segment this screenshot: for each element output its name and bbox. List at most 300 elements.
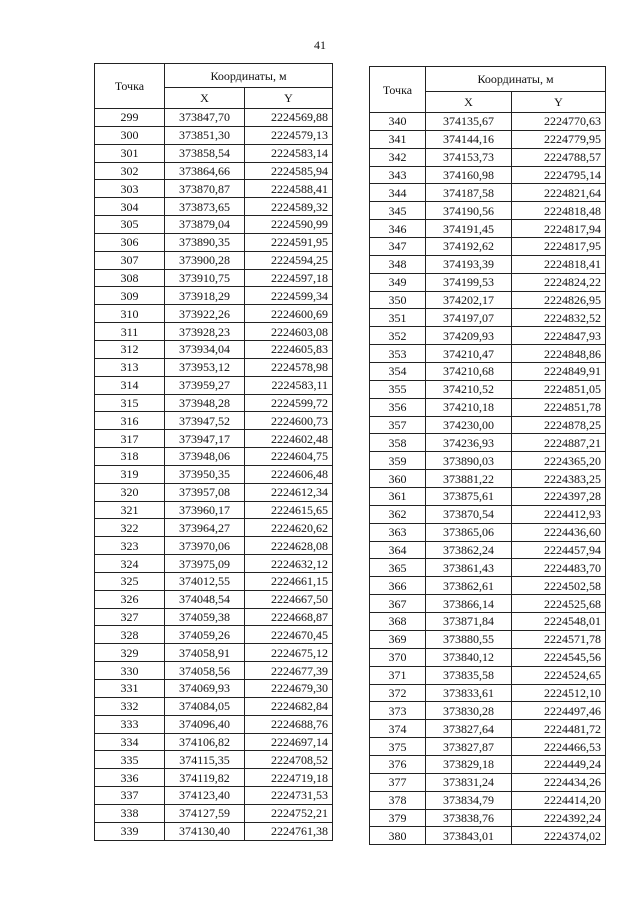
point-cell: 333	[95, 715, 165, 733]
x-cell: 373947,52	[165, 412, 245, 430]
x-cell: 373880,55	[426, 630, 512, 648]
y-cell: 2224605,83	[245, 340, 333, 358]
x-cell: 374192,62	[426, 238, 512, 256]
header-coordinates: Координаты, м	[426, 67, 606, 92]
point-cell: 368	[370, 613, 426, 631]
table-row	[370, 130, 606, 148]
point-cell: 374	[370, 720, 426, 738]
point-cell: 380	[370, 827, 426, 845]
point-cell: 336	[95, 769, 165, 787]
x-cell: 373866,14	[426, 595, 512, 613]
table-row	[95, 501, 333, 519]
point-cell: 337	[95, 787, 165, 805]
y-cell: 2224818,48	[512, 202, 606, 220]
y-cell: 2224599,34	[245, 287, 333, 305]
y-cell: 2224597,18	[245, 269, 333, 287]
table-row	[95, 340, 333, 358]
point-cell: 314	[95, 376, 165, 394]
y-cell: 2224589,32	[245, 198, 333, 216]
point-cell: 322	[95, 519, 165, 537]
point-cell: 346	[370, 220, 426, 238]
header-x: X	[165, 88, 245, 109]
point-cell: 342	[370, 148, 426, 166]
y-cell: 2224752,21	[245, 804, 333, 822]
point-cell: 364	[370, 541, 426, 559]
x-cell: 374199,53	[426, 273, 512, 291]
header-x: X	[426, 92, 512, 113]
table-row	[95, 715, 333, 733]
y-cell: 2224483,70	[512, 559, 606, 577]
table-row	[370, 648, 606, 666]
table-row	[370, 184, 606, 202]
point-cell: 345	[370, 202, 426, 220]
point-cell: 329	[95, 644, 165, 662]
table-row	[370, 541, 606, 559]
x-cell: 374069,93	[165, 680, 245, 698]
y-cell: 2224851,78	[512, 398, 606, 416]
x-cell: 374096,40	[165, 715, 245, 733]
table-row	[370, 380, 606, 398]
point-cell: 317	[95, 430, 165, 448]
y-cell: 2224612,34	[245, 483, 333, 501]
table-row	[95, 126, 333, 144]
y-cell: 2224578,98	[245, 358, 333, 376]
y-cell: 2224826,95	[512, 291, 606, 309]
y-cell: 2224770,63	[512, 113, 606, 131]
x-cell: 373864,66	[165, 162, 245, 180]
coordinates-table-left	[94, 63, 333, 841]
x-cell: 373873,65	[165, 198, 245, 216]
y-cell: 2224590,99	[245, 216, 333, 234]
point-cell: 349	[370, 273, 426, 291]
table-row	[370, 791, 606, 809]
y-cell: 2224821,64	[512, 184, 606, 202]
y-cell: 2224677,39	[245, 662, 333, 680]
point-cell: 299	[95, 109, 165, 127]
x-cell: 374119,82	[165, 769, 245, 787]
point-cell: 361	[370, 488, 426, 506]
table-row	[95, 162, 333, 180]
point-cell: 308	[95, 269, 165, 287]
y-cell: 2224392,24	[512, 809, 606, 827]
table-row	[95, 680, 333, 698]
y-cell: 2224481,72	[512, 720, 606, 738]
x-cell: 374153,73	[426, 148, 512, 166]
y-cell: 2224548,01	[512, 613, 606, 631]
table-row	[95, 626, 333, 644]
point-cell: 338	[95, 804, 165, 822]
y-cell: 2224412,93	[512, 505, 606, 523]
point-cell: 378	[370, 791, 426, 809]
point-cell: 328	[95, 626, 165, 644]
point-cell: 311	[95, 323, 165, 341]
x-cell: 374144,16	[426, 130, 512, 148]
point-cell: 303	[95, 180, 165, 198]
x-cell: 373948,06	[165, 448, 245, 466]
table-row	[370, 505, 606, 523]
page-number: 41	[314, 38, 326, 52]
x-cell: 373858,54	[165, 144, 245, 162]
point-cell: 351	[370, 309, 426, 327]
x-cell: 373922,26	[165, 305, 245, 323]
x-cell: 374123,40	[165, 787, 245, 805]
x-cell: 373843,01	[426, 827, 512, 845]
table-row	[95, 537, 333, 555]
point-cell: 318	[95, 448, 165, 466]
table-row	[95, 376, 333, 394]
table-row	[95, 269, 333, 287]
y-cell: 2224579,13	[245, 126, 333, 144]
x-cell: 374210,68	[426, 363, 512, 381]
x-cell: 374130,40	[165, 822, 245, 840]
x-cell: 374012,55	[165, 572, 245, 590]
point-cell: 327	[95, 608, 165, 626]
point-cell: 332	[95, 697, 165, 715]
x-cell: 373829,18	[426, 755, 512, 773]
point-cell: 304	[95, 198, 165, 216]
point-cell: 341	[370, 130, 426, 148]
y-cell: 2224449,24	[512, 755, 606, 773]
point-cell: 367	[370, 595, 426, 613]
x-cell: 373847,70	[165, 109, 245, 127]
point-cell: 359	[370, 452, 426, 470]
header-y: Y	[245, 88, 333, 109]
point-cell: 373	[370, 702, 426, 720]
x-cell: 373959,27	[165, 376, 245, 394]
point-cell: 316	[95, 412, 165, 430]
table-row	[95, 287, 333, 305]
table-row	[95, 198, 333, 216]
y-cell: 2224606,48	[245, 465, 333, 483]
point-cell: 360	[370, 470, 426, 488]
x-cell: 373875,61	[426, 488, 512, 506]
point-cell: 357	[370, 416, 426, 434]
x-cell: 374135,67	[426, 113, 512, 131]
table-row	[95, 305, 333, 323]
table-row	[95, 590, 333, 608]
x-cell: 373831,24	[426, 773, 512, 791]
x-cell: 374190,56	[426, 202, 512, 220]
y-cell: 2224383,25	[512, 470, 606, 488]
x-cell: 374230,00	[426, 416, 512, 434]
table-row	[370, 363, 606, 381]
table-row	[370, 559, 606, 577]
table-row	[370, 773, 606, 791]
point-cell: 376	[370, 755, 426, 773]
point-cell: 377	[370, 773, 426, 791]
point-cell: 331	[95, 680, 165, 698]
x-cell: 373910,75	[165, 269, 245, 287]
x-cell: 374106,82	[165, 733, 245, 751]
point-cell: 372	[370, 684, 426, 702]
y-cell: 2224602,48	[245, 430, 333, 448]
point-cell: 339	[95, 822, 165, 840]
table-row	[370, 577, 606, 595]
x-cell: 373964,27	[165, 519, 245, 537]
header-coordinates: Координаты, м	[165, 64, 333, 88]
x-cell: 374193,39	[426, 255, 512, 273]
table-row	[95, 662, 333, 680]
point-cell: 307	[95, 251, 165, 269]
coordinates-table-right	[369, 66, 606, 845]
x-cell: 373970,06	[165, 537, 245, 555]
y-cell: 2224795,14	[512, 166, 606, 184]
x-cell: 373871,84	[426, 613, 512, 631]
point-cell: 358	[370, 434, 426, 452]
y-cell: 2224848,86	[512, 345, 606, 363]
table-body-left	[95, 109, 333, 841]
table-row	[95, 430, 333, 448]
table-row	[95, 448, 333, 466]
y-cell: 2224779,95	[512, 130, 606, 148]
table-row	[370, 113, 606, 131]
point-cell: 315	[95, 394, 165, 412]
table-row	[370, 666, 606, 684]
x-cell: 374059,26	[165, 626, 245, 644]
table-row	[370, 273, 606, 291]
point-cell: 340	[370, 113, 426, 131]
table-row	[370, 827, 606, 845]
point-cell: 312	[95, 340, 165, 358]
y-cell: 2224604,75	[245, 448, 333, 466]
x-cell: 373950,35	[165, 465, 245, 483]
table-row	[95, 233, 333, 251]
point-cell: 320	[95, 483, 165, 501]
y-cell: 2224434,26	[512, 773, 606, 791]
point-cell: 323	[95, 537, 165, 555]
y-cell: 2224824,22	[512, 273, 606, 291]
x-cell: 373947,17	[165, 430, 245, 448]
table-row	[95, 465, 333, 483]
table-row	[95, 804, 333, 822]
y-cell: 2224497,46	[512, 702, 606, 720]
y-cell: 2224512,10	[512, 684, 606, 702]
table-row	[95, 572, 333, 590]
y-cell: 2224525,68	[512, 595, 606, 613]
y-cell: 2224414,20	[512, 791, 606, 809]
point-cell: 344	[370, 184, 426, 202]
y-cell: 2224832,52	[512, 309, 606, 327]
y-cell: 2224502,58	[512, 577, 606, 595]
point-cell: 370	[370, 648, 426, 666]
y-cell: 2224731,53	[245, 787, 333, 805]
table-row	[95, 697, 333, 715]
point-cell: 354	[370, 363, 426, 381]
x-cell: 374160,98	[426, 166, 512, 184]
y-cell: 2224667,50	[245, 590, 333, 608]
y-cell: 2224628,08	[245, 537, 333, 555]
point-cell: 356	[370, 398, 426, 416]
point-cell: 330	[95, 662, 165, 680]
x-cell: 373948,28	[165, 394, 245, 412]
y-cell: 2224524,65	[512, 666, 606, 684]
x-cell: 373835,58	[426, 666, 512, 684]
y-cell: 2224679,30	[245, 680, 333, 698]
y-cell: 2224603,08	[245, 323, 333, 341]
table-row	[370, 238, 606, 256]
y-cell: 2224599,72	[245, 394, 333, 412]
y-cell: 2224591,95	[245, 233, 333, 251]
point-cell: 363	[370, 523, 426, 541]
y-cell: 2224545,56	[512, 648, 606, 666]
table-row	[95, 394, 333, 412]
x-cell: 374210,18	[426, 398, 512, 416]
table-row	[370, 148, 606, 166]
x-cell: 374197,07	[426, 309, 512, 327]
y-cell: 2224585,94	[245, 162, 333, 180]
x-cell: 374209,93	[426, 327, 512, 345]
point-cell: 324	[95, 555, 165, 573]
point-cell: 321	[95, 501, 165, 519]
table-row	[370, 202, 606, 220]
point-cell: 334	[95, 733, 165, 751]
x-cell: 374059,38	[165, 608, 245, 626]
header-y: Y	[512, 92, 606, 113]
y-cell: 2224632,12	[245, 555, 333, 573]
table-row	[95, 180, 333, 198]
table-row	[370, 434, 606, 452]
table-row	[370, 684, 606, 702]
x-cell: 373827,87	[426, 738, 512, 756]
x-cell: 374187,58	[426, 184, 512, 202]
x-cell: 374127,59	[165, 804, 245, 822]
x-cell: 373830,28	[426, 702, 512, 720]
table-row	[95, 751, 333, 769]
y-cell: 2224670,45	[245, 626, 333, 644]
point-cell: 305	[95, 216, 165, 234]
table-row	[370, 398, 606, 416]
table-row	[95, 555, 333, 573]
table-row	[95, 323, 333, 341]
table-row	[370, 630, 606, 648]
point-cell: 313	[95, 358, 165, 376]
x-cell: 373851,30	[165, 126, 245, 144]
x-cell: 373890,03	[426, 452, 512, 470]
x-cell: 373834,79	[426, 791, 512, 809]
x-cell: 373840,12	[426, 648, 512, 666]
x-cell: 374210,52	[426, 380, 512, 398]
y-cell: 2224682,84	[245, 697, 333, 715]
y-cell: 2224594,25	[245, 251, 333, 269]
header-point: Точка	[370, 67, 426, 113]
table-row	[370, 416, 606, 434]
y-cell: 2224588,41	[245, 180, 333, 198]
table-row	[95, 822, 333, 840]
y-cell: 2224436,60	[512, 523, 606, 541]
x-cell: 373862,61	[426, 577, 512, 595]
x-cell: 373953,12	[165, 358, 245, 376]
point-cell: 350	[370, 291, 426, 309]
point-cell: 355	[370, 380, 426, 398]
table-row	[370, 309, 606, 327]
x-cell: 373918,29	[165, 287, 245, 305]
point-cell: 300	[95, 126, 165, 144]
table-row	[370, 755, 606, 773]
y-cell: 2224600,69	[245, 305, 333, 323]
y-cell: 2224697,14	[245, 733, 333, 751]
point-cell: 371	[370, 666, 426, 684]
x-cell: 373960,17	[165, 501, 245, 519]
x-cell: 373838,76	[426, 809, 512, 827]
point-cell: 343	[370, 166, 426, 184]
y-cell: 2224761,38	[245, 822, 333, 840]
table-row	[370, 291, 606, 309]
x-cell: 373975,09	[165, 555, 245, 573]
x-cell: 373865,06	[426, 523, 512, 541]
x-cell: 373881,22	[426, 470, 512, 488]
y-cell: 2224397,28	[512, 488, 606, 506]
point-cell: 325	[95, 572, 165, 590]
table-row	[370, 220, 606, 238]
point-cell: 369	[370, 630, 426, 648]
x-cell: 374210,47	[426, 345, 512, 363]
table-row	[95, 519, 333, 537]
y-cell: 2224788,57	[512, 148, 606, 166]
y-cell: 2224457,94	[512, 541, 606, 559]
table-row	[370, 452, 606, 470]
y-cell: 2224847,93	[512, 327, 606, 345]
x-cell: 373934,04	[165, 340, 245, 358]
point-cell: 365	[370, 559, 426, 577]
x-cell: 374084,05	[165, 697, 245, 715]
x-cell: 374048,54	[165, 590, 245, 608]
y-cell: 2224817,95	[512, 238, 606, 256]
y-cell: 2224600,73	[245, 412, 333, 430]
table-row	[95, 144, 333, 162]
x-cell: 374058,91	[165, 644, 245, 662]
table-row	[370, 738, 606, 756]
y-cell: 2224569,88	[245, 109, 333, 127]
y-cell: 2224887,21	[512, 434, 606, 452]
table-row	[370, 595, 606, 613]
y-cell: 2224719,18	[245, 769, 333, 787]
table-row	[95, 358, 333, 376]
x-cell: 373861,43	[426, 559, 512, 577]
x-cell: 373928,23	[165, 323, 245, 341]
y-cell: 2224615,65	[245, 501, 333, 519]
table-row	[370, 523, 606, 541]
x-cell: 374058,56	[165, 662, 245, 680]
y-cell: 2224818,41	[512, 255, 606, 273]
y-cell: 2224466,53	[512, 738, 606, 756]
point-cell: 301	[95, 144, 165, 162]
y-cell: 2224583,14	[245, 144, 333, 162]
y-cell: 2224878,25	[512, 416, 606, 434]
x-cell: 374191,45	[426, 220, 512, 238]
table-row	[370, 809, 606, 827]
point-cell: 352	[370, 327, 426, 345]
point-cell: 375	[370, 738, 426, 756]
table-row	[370, 327, 606, 345]
x-cell: 374236,93	[426, 434, 512, 452]
table-row	[95, 251, 333, 269]
table-row	[95, 216, 333, 234]
y-cell: 2224708,52	[245, 751, 333, 769]
table-row	[95, 644, 333, 662]
table-row	[95, 412, 333, 430]
y-cell: 2224688,76	[245, 715, 333, 733]
table-row	[370, 720, 606, 738]
y-cell: 2224374,02	[512, 827, 606, 845]
table-row	[95, 733, 333, 751]
x-cell: 374202,17	[426, 291, 512, 309]
point-cell: 353	[370, 345, 426, 363]
point-cell: 347	[370, 238, 426, 256]
y-cell: 2224661,15	[245, 572, 333, 590]
x-cell: 373827,64	[426, 720, 512, 738]
y-cell: 2224668,87	[245, 608, 333, 626]
x-cell: 374115,35	[165, 751, 245, 769]
